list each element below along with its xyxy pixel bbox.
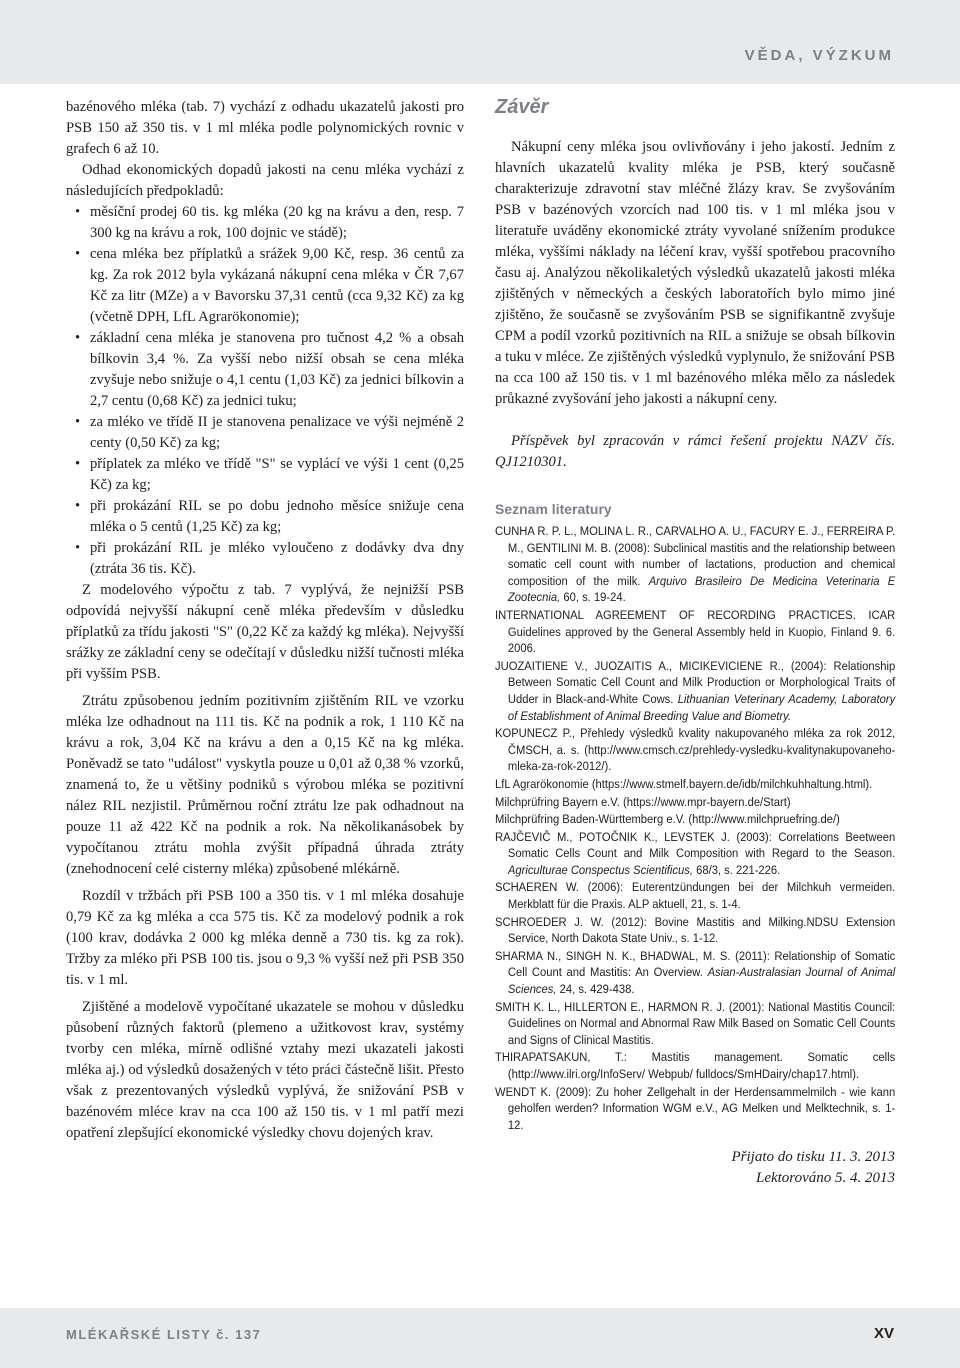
list-item: • při prokázání RIL se po dobu jednoho měsíce snižuje cena mléka o 5 centů (1,25 Kč) za kg; xyxy=(66,496,464,538)
reference-item: CUNHA R. P. L., MOLINA L. R., CARVALHO A. U., FACURY E. J., FERREIRA P. M., GENTILINI M. B. (2008): Subclinical mastitis and the relationship between somatic cell count with number of lactations, production and chemical composition of the milk. Arquivo Brasileiro De Medicina Veterinaria E Zootecnia, 60, s. 19-24. xyxy=(495,524,896,605)
reference-list xyxy=(495,523,895,1133)
reference-item: SCHAEREN W. (2006): Euterentzündungen bei der Milchkuh vermeiden. Merkblatt für die Praxis. ALP aktuell, 21, s. 1-4. xyxy=(495,880,896,912)
reference-item: LfL Agrarökonomie (https://www.stmelf.bayern.de/idb/milchkuhhaltung.html). xyxy=(495,776,873,791)
reference-item: THIRAPATSAKUN, T.: Mastitis management. Somatic cells (http://www.ilri.org/InfoServ/ Webpub/ fulldocs/SmHDairy/chap17.html). xyxy=(495,1050,896,1081)
paragraph: bazénového mléka (tab. 7) vychází z odhadu ukazatelů jakosti pro PSB 150 až 350 tis. v 1 ml mléka podle polynomických rovnic v grafech 6 až 10. xyxy=(66,99,464,157)
funding-note: Příspěvek byl zpracován v rámci řešení projektu NAZV čís. QJ1210301. xyxy=(495,433,895,470)
list-item: • základní cena mléka je stanovena pro tučnost 4,2 % a obsah bílkovin 3,4 %. Za vyšší nebo nižší obsah se cena mléka zvyšuje nebo snižuje o 4,1 centu (1,03 Kč) za jednici bílkovin a 2,7 centu (0,68 Kč) za jednici tuku; xyxy=(66,328,464,412)
reference-item: Milchprüfring Baden-Württemberg e.V. (http://www.milchpruefring.de/) xyxy=(495,812,840,827)
reference-item: JUOZAITIENE V., JUOZAITIS A., MICIKEVICIENE R., (2004): Relationship Between Somatic Cell Count and Milk Production or Morphological Traits of Udder in Black-and-White Cows. Lithuanian Veterinary Academy, Laboratory of Establishment of Animal Breeding Value and Biometry. xyxy=(495,658,896,723)
list-item: • měsíční prodej 60 tis. kg mléka (20 kg na krávu a den, resp. 7 300 kg na krávu a rok, 100 dojnic ve stádě); xyxy=(66,202,464,244)
left-column xyxy=(66,97,464,1144)
accepted-date: Přijato do tisku 11. 3. 2013 xyxy=(731,1149,895,1166)
paragraph: Zjištěné a modelově vypočítané ukazatele se mohou v důsledku působení různých faktorů (plemeno a užitkovost krav, systémy tvorby cen mléka, mírně odlišné vztahy mezi ukazateli jakosti mléka aj.) od výsledků dosažených v této práci částečně lišit. Přesto však z prezentovaných výsledků vyplývá, že snižování PSB v bazénovém mléce krav na cca 100 až 150 tis. v 1 ml patří mezi opatření zlepšující ekonomické výsledky chovu dojených krav. xyxy=(66,999,464,1141)
editorial-dates xyxy=(495,1147,895,1189)
paragraph: Z modelového výpočtu z tab. 7 vyplývá, že nejnižší PSB odpovídá nejvyšší nákupní ceně mléka především v důsledku příplatků za třídu jakosti "S" (0,22 Kč za každý kg mléka). Nejvyšší srážky ze základní ceny se odečítají v důsledku nižší tučnosti mléka při vyšším PSB. xyxy=(66,582,464,682)
conclusion-section xyxy=(495,137,895,473)
reference-item: SHARMA N., SINGH N. K., BHADWAL, M. S. (2011): Relationship of Somatic Cell Count and Mastitis: An Overview. Asian-Australasian Journal of Animal Sciences, 24, s. 429-438. xyxy=(495,948,896,997)
list-item: • příplatek za mléko ve třídě "S" se vyplácí ve výši 1 cent (0,25 Kč) za kg; xyxy=(66,454,464,496)
literature-heading: Seznam literatury xyxy=(495,501,612,517)
reference-item: WENDT K. (2009): Zu hoher Zellgehalt in der Herdensammelmilch - wie kann geholfen werden? Information WGM e.V., AG Melken und Melktechnik, s. 1-12. xyxy=(495,1084,896,1132)
conclusion-paragraph: Nákupní ceny mléka jsou ovlivňovány i jeho jakostí. Jedním z hlavních ukazatelů kvality mléka je PSB, který současně charakterizuje zdravotní stav mléčné žlázy krav. Se zvyšováním PSB v bazénových vzorcích nad 100 tis. v 1 ml mléka jsou v literatuře uváděny ekonomické ztráty vyvolané snížením produkce mléka, vyššími náklady na léčení krav, vyšší spotřebou pracovního času aj. Analýzou několikaletých výsledků ukazatelů jakosti mléka zjištěných v německých a českých laboratořích bylo mimo jiné zjištěno, že současně se zvyšováním PSB se signifikantně zvyšuje CPM a podíl vzorků pozitivních na RIL a snižuje se obsah bílkovin a tuku v mléce. Ze zjištěných výsledků vyplynulo, že snižování PSB na cca 100 až 150 tis. v 1 ml bazénového mléka mělo za následek průkazné zvyšování jeho jakosti a nákupní ceny. xyxy=(495,139,895,407)
page-number: XV xyxy=(873,1325,894,1342)
reference-item: RAJČEVIČ M., POTOČNIK K., LEVSTEK J. (2003): Correlations Beetween Somatic Cells Count and Milk Composition with Regard to the Season. Agriculturae Conspectus Scientificus, 68/3, s. 221-226. xyxy=(495,829,896,877)
reviewed-date: Lektorováno 5. 4. 2013 xyxy=(755,1170,895,1187)
list-item: • cena mléka bez příplatků a srážek 9,00 Kč, resp. 36 centů za kg. Za rok 2012 byla vykázaná nákupní cena mléka v ČR 7,67 Kč za litr (MZe) a v Bavorsku 37,31 centů (cca 9,32 Kč) za kg (včetně DPH, LfL Agrarökonomie); xyxy=(66,244,464,328)
paragraph: Ztrátu způsobenou jedním pozitivním zjištěním RIL ve vzorku mléka lze odhadnout na 111 tis. Kč na podnik a rok, 1 110 Kč na krávu a rok, 3,04 Kč na krávu a den a 0,15 Kč na kg mléka. Poněvadž se tato "událost" vyskytla pouze u 0,01 až 0,38 % vzorků, znamená to, že u většiny podniků s výrobou mléka se pozitivní nález RIL nezjistil. Průměrnou roční ztrátu lze pak odhadnout na pouze 11 až 422 Kč na podnik a rok. Na několikanásobek by vypočítanou ztrátu mohla zvýšit případná úhrada ztráty (znehodnocení celé cisterny mléka) způsobené mlékárně. xyxy=(66,693,464,877)
reference-item: SMITH K. L., HILLERTON E., HARMON R. J. (2001): National Mastitis Council: Guidelines on Normal and Abnormal Raw Milk Based on Somatic Cell Counts and Signs of Clinical Mastitis. xyxy=(495,999,896,1047)
assumptions-list xyxy=(66,202,464,580)
section-label: VĚDA, VÝZKUM xyxy=(744,47,894,64)
header-band xyxy=(0,0,960,84)
reference-item: SCHROEDER J. W. (2012): Bovine Mastitis and Milking.NDSU Extension Service, North Dakota State Univ., s. 1-12. xyxy=(495,914,896,946)
conclusion-heading: Závěr xyxy=(495,96,549,118)
right-column xyxy=(495,97,895,1189)
list-item: • při prokázání RIL je mléko vyloučeno z dodávky dva dny (ztráta 36 tis. Kč). xyxy=(66,538,464,580)
journal-name: MLÉKAŘSKÉ LISTY č. 137 xyxy=(66,1327,262,1342)
reference-item: Milchprüfring Bayern e.V. (https://www.mpr-bayern.de/Start) xyxy=(495,794,791,809)
reference-item: KOPUNECZ P., Přehledy výsledků kvality nakupovaného mléka za rok 2012, ČMSCH, a. s. (http://www.cmsch.cz/prehledy-vysledku-kvalitynakupovaneho-mleka-za-rok-2012/). xyxy=(495,726,896,774)
list-item: • za mléko ve třídě II je stanovena penalizace ve výši nejméně 2 centy (0,50 Kč) za kg; xyxy=(66,412,464,454)
reference-item: INTERNATIONAL AGREEMENT OF RECORDING PRACTICES. ICAR Guidelines approved by the General Assembly held in Kuopio, Finland 9. 6. 2006. xyxy=(495,607,896,656)
paragraph: Rozdíl v tržbách při PSB 100 a 350 tis. v 1 ml mléka dosahuje 0,79 Kč za kg mléka a cca 575 tis. Kč za modelový podnik a rok (100 krav, dodávka 2 000 kg mléka denně a 730 tis. kg za rok). Tržby za mléko při PSB 100 tis. jsou o 9,3 % vyšší než při PSB 350 tis. v 1 ml. xyxy=(66,888,464,988)
paragraph: Odhad ekonomických dopadů jakosti na cenu mléka vychází z následujících předpokladů: xyxy=(66,162,464,199)
